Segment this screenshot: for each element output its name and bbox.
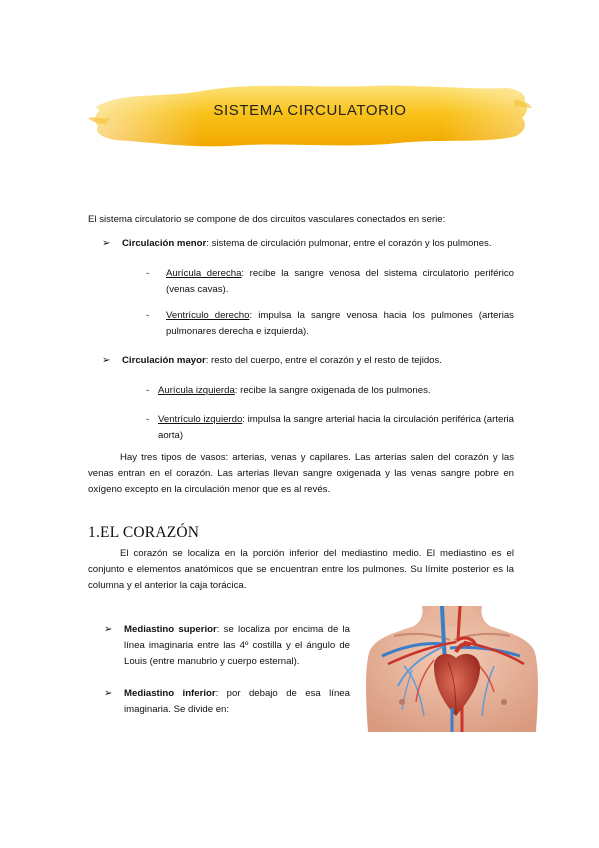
circulacion-mayor-label: Circulación mayor [122,355,206,366]
corazon-paragraph: El corazón se localiza en la porción inferior del mediastino medio. El mediastino es el conjunto e elementos anatómicos que se encuentran entre los pulmones. Su límite posterior es la columna y el anterior la caja torácica. [88,548,514,591]
circulacion-mayor-text: : resto del cuerpo, entre el corazón y el resto de tejidos. [205,355,442,366]
mediastino-superior-label: Mediastino superior [124,624,217,635]
bullet-arrow-icon: ➢ [102,238,111,249]
mediastino-inferior-text: : por debajo de esa línea imaginaria. Se divide en: [124,688,350,715]
bullet-arrow-icon: ➢ [102,355,111,366]
page-title: SISTEMA CIRCULATORIO [213,102,407,119]
ventriculo-derecho-term: Ventrículo derecho [166,310,250,321]
heart-anatomy-image [364,606,540,732]
ventriculo-derecho-item [166,308,514,340]
circulacion-menor-text: : sistema de circulación pulmonar, entre el corazón y los pulmones. [206,238,492,249]
bullet-arrow-icon: ➢ [104,624,113,635]
dash-icon: - [146,310,150,321]
dash-icon: - [146,385,150,396]
auricula-derecha-text: : recibe la sangre venosa del sistema circulatorio periférico (venas cavas). [166,268,515,295]
circulacion-menor-item [122,236,522,252]
circulacion-menor-label: Circulación menor [122,238,207,249]
mediastino-superior-item [124,622,350,670]
dash-icon: - [146,414,150,425]
auricula-izquierda-text: : recibe la sangre oxigenada de los pulmones. [234,385,431,396]
auricula-izquierda-item [158,383,514,399]
intro-text: El sistema circulatorio se compone de dos circuitos vasculares conectados en serie: [88,214,446,225]
bullet-arrow-icon: ➢ [104,688,113,699]
title-banner [88,78,532,154]
mediastino-inferior-item [124,686,350,718]
auricula-derecha-item [166,266,514,298]
ventriculo-izquierdo-item [158,412,514,444]
mediastino-inferior-label: Mediastino inferior [124,688,216,699]
auricula-derecha-term: Aurícula derecha [166,268,242,279]
dash-icon: - [146,268,150,279]
circulacion-mayor-item [122,353,522,369]
ventriculo-izquierdo-term: Ventrículo izquierdo [158,414,243,425]
auricula-izquierda-term: Aurícula izquierda [158,385,235,396]
ventriculo-izquierdo-text: : impulsa la sangre arterial hacia la circulación periférica (arteria aorta) [158,414,514,441]
section-heading: 1.EL CORAZÓN [88,524,200,541]
vasos-paragraph: Hay tres tipos de vasos: arterias, venas y capilares. Las arterias salen del corazón y las venas entran en el corazón. Las arterias llevan sangre oxigenada y las venas sangre pobre en oxígeno excepto en la circulación menor que es al revés. [88,452,514,495]
ventriculo-derecho-text: : impulsa la sangre venosa hacia los pulmones (arterias pulmonares derecha e izquierda). [166,310,514,337]
torso-heart-illustration [364,606,540,732]
mediastino-superior-text: : se localiza por encima de la línea imaginaria entre las 4º costilla y el ángulo de Louis (entre manubrio y cuerpo esternal). [124,624,351,667]
